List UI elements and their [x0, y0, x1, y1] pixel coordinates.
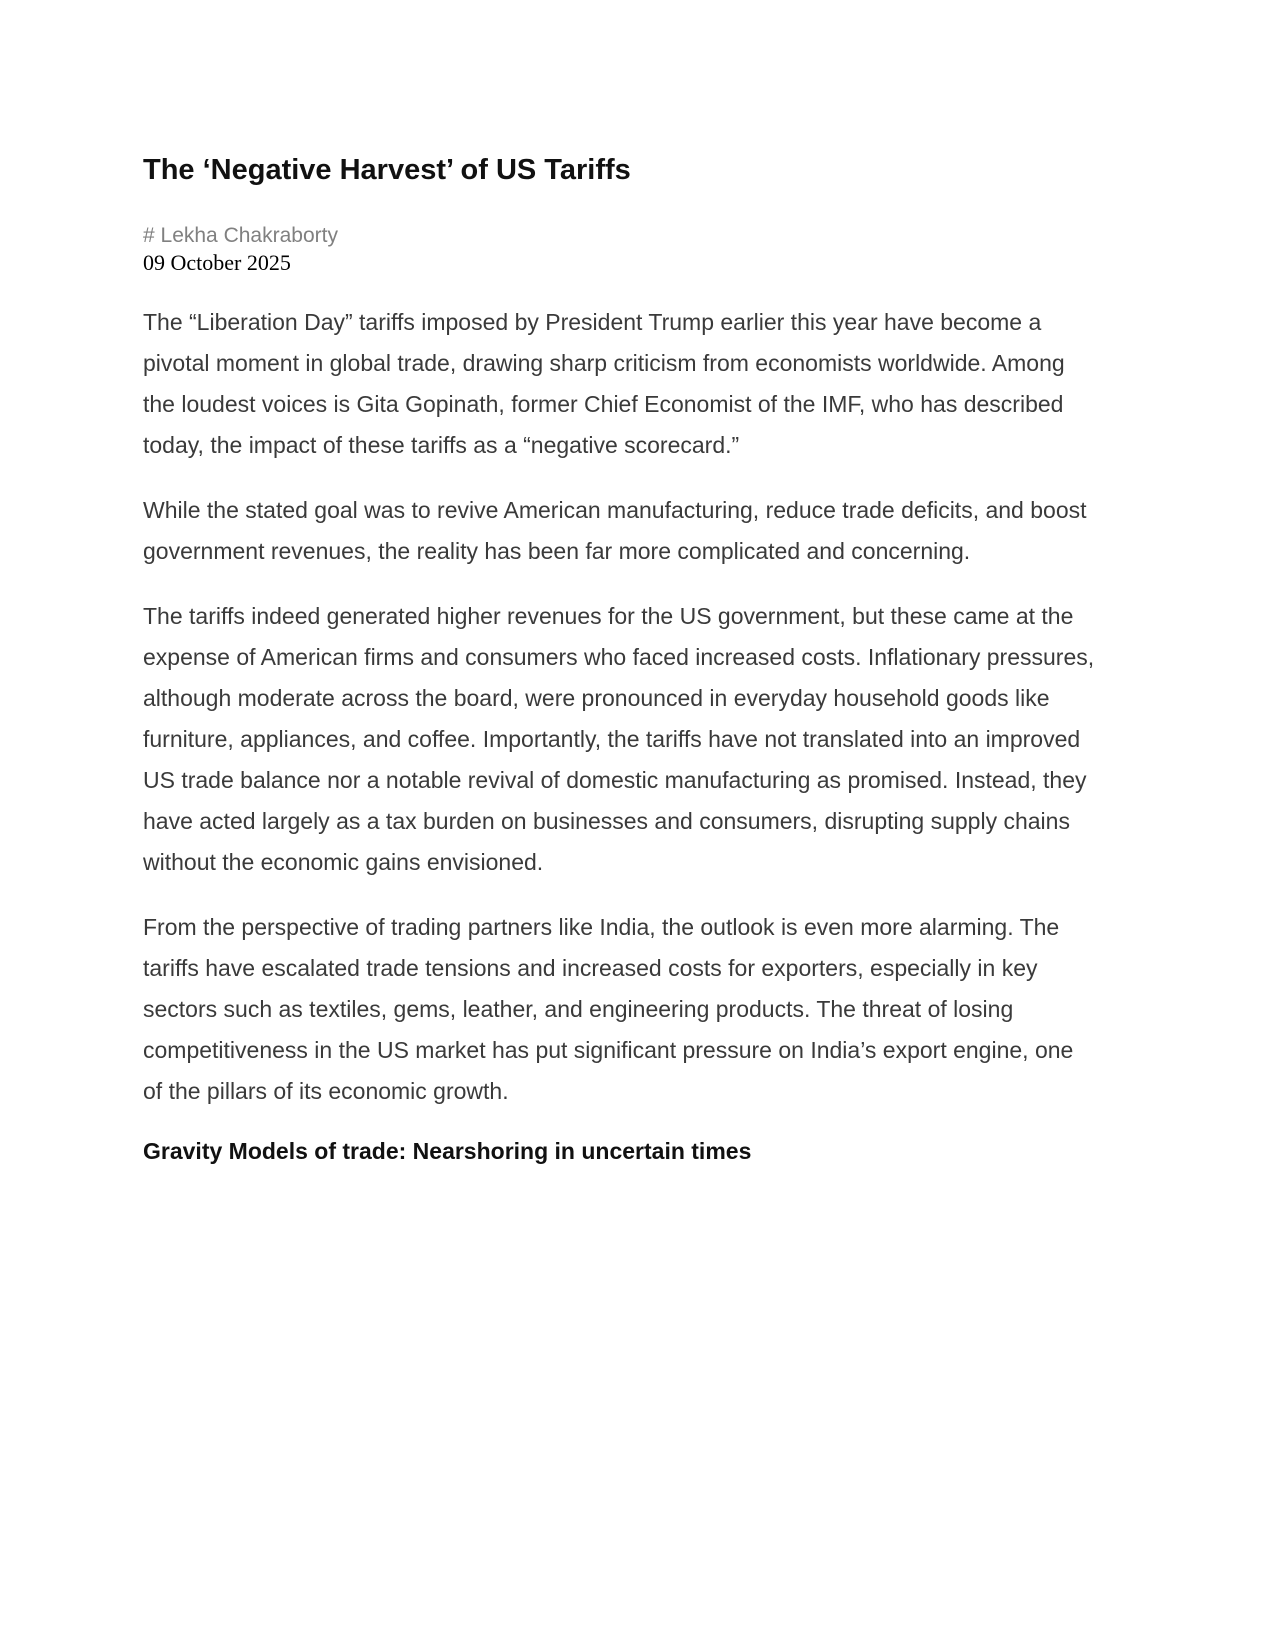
section-heading: Gravity Models of trade: Nearshoring in uncertain times	[143, 1138, 752, 1164]
article-content	[143, 152, 1095, 1166]
article-title: The ‘Negative Harvest’ of US Tariffs	[143, 154, 631, 186]
article-paragraph: While the stated goal was to revive American manufacturing, reduce trade deficits, and boost government revenues, the reality has been far more complicated and concerning.	[143, 497, 1087, 564]
article-date: 09 October 2025	[143, 250, 291, 275]
article-byline: # Lekha Chakraborty	[143, 224, 338, 247]
article-paragraph: The tariffs indeed generated higher revenues for the US government, but these came at the expense of American firms and consumers who faced increased costs. Inflationary pressures, although moderate across the board, were pronounced in everyday household goods like furniture, appliances, and coffee. Importantly, the tariffs have not translated into an improved US trade balance nor a notable revival of domestic manufacturing as promised. Instead, they have acted largely as a tax burden on businesses and consumers, disrupting supply chains without the economic gains envisioned.	[143, 603, 1095, 875]
article-paragraph: From the perspective of trading partners like India, the outlook is even more alarming. The tariffs have escalated trade tensions and increased costs for exporters, especially in key sectors such as textiles, gems, leather, and engineering products. The threat of losing competitiveness in the US market has put significant pressure on India’s export engine, one of the pillars of its economic growth.	[143, 914, 1074, 1104]
article-paragraph: The “Liberation Day” tariffs imposed by President Trump earlier this year have become a pivotal moment in global trade, drawing sharp criticism from economists worldwide. Among the loudest voices is Gita Gopinath, former Chief Economist of the IMF, who has described today, the impact of these tariffs as a “negative scorecard.”	[143, 309, 1065, 458]
